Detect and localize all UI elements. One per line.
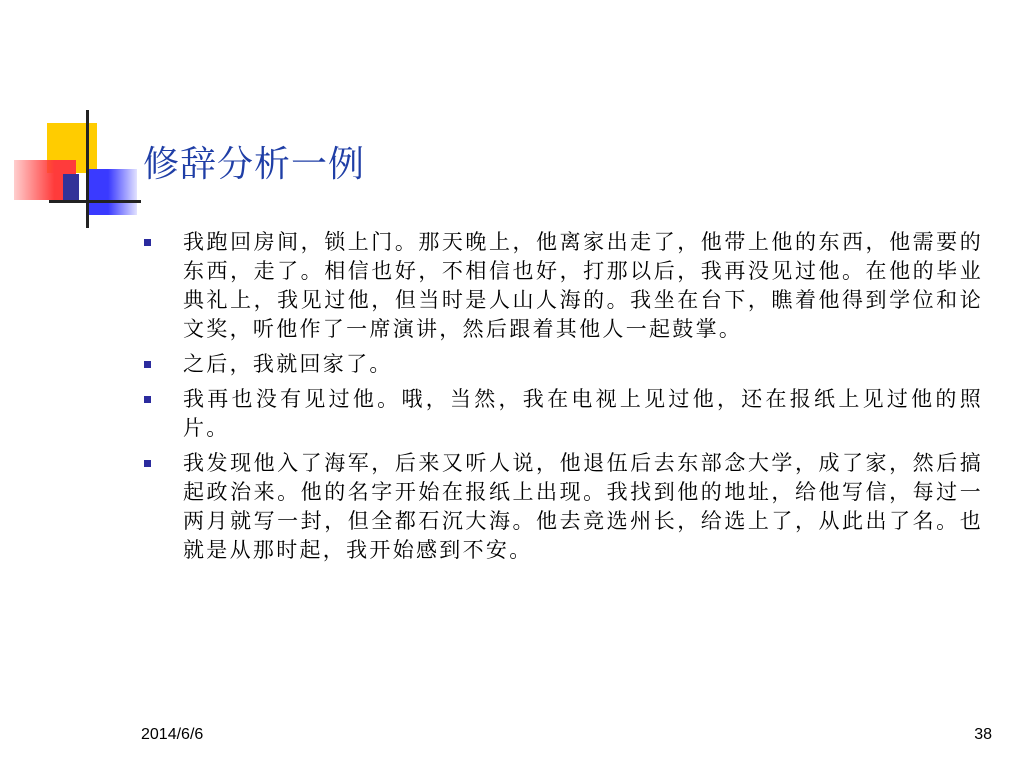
bullet-text: 我跑回房间，锁上门。那天晚上，他离家出走了，他带上他的东西，他需要的东西，走了。相信也好，不相信也好，打那以后，我再没见过他。在他的毕业典礼上，我见过他，但当时是人山人海的。我坐在台下，瞧着他得到学位和论文奖，听他作了一席演讲，然后跟着其他人一起鼓掌。 bbox=[183, 230, 983, 341]
bullet-text: 之后，我就回家了。 bbox=[183, 352, 393, 376]
square-bullet-icon bbox=[144, 239, 151, 246]
slide-logo-decoration bbox=[0, 0, 140, 230]
slide-title: 修辞分析一例 bbox=[143, 144, 366, 185]
bullet-text: 我再也没有见过他。哦，当然，我在电视上见过他，还在报纸上见过他的照片。 bbox=[183, 387, 983, 440]
vertical-line-decoration bbox=[86, 110, 89, 228]
page-number: 38 bbox=[974, 726, 992, 743]
blue-square-decoration bbox=[89, 169, 137, 215]
bullet-item bbox=[143, 385, 983, 443]
footer-date: 2014/6/6 bbox=[141, 726, 204, 743]
horizontal-line-decoration bbox=[49, 200, 141, 203]
square-bullet-icon bbox=[144, 460, 151, 467]
bullet-item bbox=[143, 228, 983, 344]
bullet-item bbox=[143, 449, 983, 565]
square-bullet-icon bbox=[144, 396, 151, 403]
bullet-text: 我发现他入了海军，后来又听人说，他退伍后去东部念大学，成了家，然后搞起政治来。他的名字开始在报纸上出现。我找到他的地址，给他写信，每过一两月就写一封，但全都石沉大海。他去竞选州长，给选上了，从此出了名。也就是从那时起，我开始感到不安。 bbox=[183, 451, 983, 562]
bullet-list bbox=[143, 228, 983, 571]
bullet-item bbox=[143, 350, 983, 379]
navy-square-decoration bbox=[63, 174, 79, 202]
square-bullet-icon bbox=[144, 361, 151, 368]
